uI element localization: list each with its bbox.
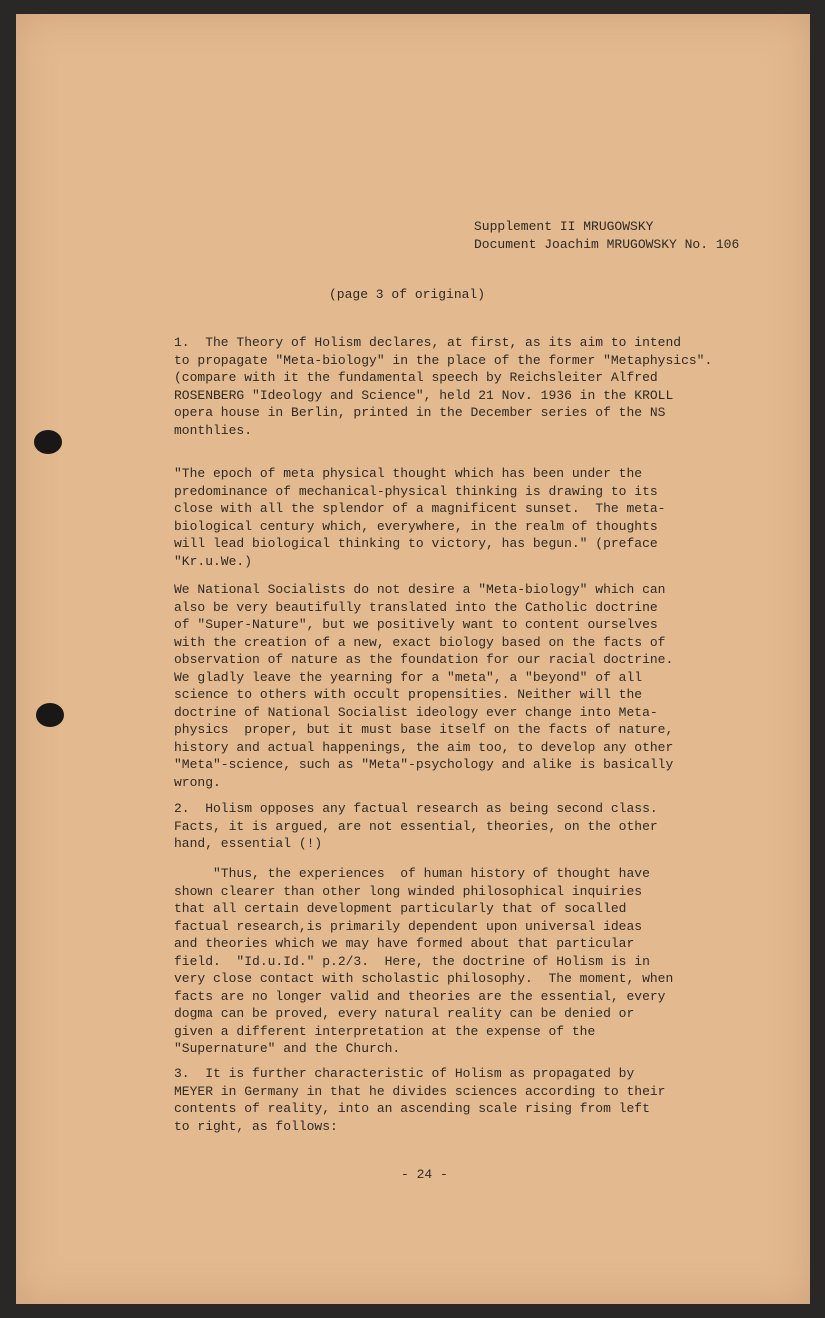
punch-hole [36,703,64,727]
text-line: We National Socialists do not desire a "Meta-biology" which can [174,582,666,597]
page-reference: (page 3 of original) [329,287,486,302]
text-line: 2. Holism opposes any factual research as being second class. [174,801,658,816]
text-line: with the creation of a new, exact biology based on the facts of [174,634,666,650]
text-line: also be very beautifully translated into the Catholic doctrine [174,599,658,615]
text-line: opera house in Berlin, printed in the December series of the NS [174,405,666,420]
text-line: to right, as follows: [174,1118,338,1134]
text-line: We gladly leave the yearning for a "meta", a "beyond" of all [174,669,643,685]
text-line: 1. The Theory of Holism declares, at first, as its aim to intend [174,335,682,350]
text-line: physics proper, but it must base itself on the facts of nature, [174,722,674,737]
paragraph-4 [174,800,658,853]
text-line: factual research,is primarily dependent upon universal ideas [174,918,643,934]
text-line: biological century which, everywhere, in the realm of thoughts [174,518,658,534]
text-line: observation of nature as the foundation for our racial doctrine. [174,652,674,667]
paragraph-3 [174,581,673,791]
text-line: shown clearer than other long winded philosophical inquiries [174,883,643,899]
text-line: 3. It is further characteristic of Holism as propagated by [174,1066,635,1081]
text-line: will lead biological thinking to victory, has begun." (preface [174,536,658,551]
text-line: Facts, it is argued, are not essential, theories, on the other [174,818,658,834]
text-line: (compare with it the fundamental speech by Reichsleiter Alfred [174,370,658,385]
text-line: "Meta"-science, such as "Meta"-psychology and alike is basically [174,757,674,772]
text-line: that all certain development particularly that of socalled [174,901,627,916]
paragraph-6 [174,1065,665,1135]
text-line: contents of reality, into an ascending scale rising from left [174,1101,650,1116]
text-line: close with all the splendor of a magnificent sunset. The meta- [174,501,666,516]
text-line: given a different interpretation at the expense of the [174,1023,596,1039]
punch-hole [34,430,62,454]
text-line: dogma can be proved, every natural reality can be denied or [174,1006,635,1021]
paragraph-5-quote [174,865,673,1058]
paragraph-1 [174,334,712,439]
text-line: "Thus, the experiences of human history of thought have [174,866,650,881]
text-line: monthlies. [174,422,253,438]
text-line: facts are no longer valid and theories are the essential, every [174,988,666,1004]
header-line-2: Document Joachim MRUGOWSKY No. 106 [474,236,740,252]
paragraph-2-quote [174,465,665,570]
text-line: science to others with occult propensities. Neither will the [174,687,643,702]
text-line: to propagate "Meta-biology" in the place of the former "Metaphysics". [174,352,713,368]
text-line: very close contact with scholastic philosophy. The moment, when [174,971,674,986]
text-line: "Supernature" and the Church. [174,1041,401,1056]
header-line-1: Supplement II MRUGOWSKY [474,219,654,234]
text-line: field. "Id.u.Id." p.2/3. Here, the doctrine of Holism is in [174,953,650,969]
text-line: predominance of mechanical-physical thinking is drawing to its [174,483,658,499]
text-line: hand, essential (!) [174,836,323,851]
text-line: MEYER in Germany in that he divides sciences according to their [174,1083,666,1099]
text-line: of "Super-Nature", but we positively want to content ourselves [174,617,658,632]
text-line: "Kr.u.We.) [174,553,253,569]
text-line: doctrine of National Socialist ideology ever change into Meta- [174,704,658,720]
document-page [16,14,810,1304]
text-line: ROSENBERG "Ideology and Science", held 21 Nov. 1936 in the KROLL [174,387,674,403]
text-line: and theories which we may have formed about that particular [174,936,635,951]
text-line: "The epoch of meta physical thought which has been under the [174,466,643,481]
page-number: - 24 - [401,1167,448,1182]
document-header [474,218,739,253]
text-line: history and actual happenings, the aim too, to develop any other [174,739,674,755]
text-line: wrong. [174,774,221,790]
